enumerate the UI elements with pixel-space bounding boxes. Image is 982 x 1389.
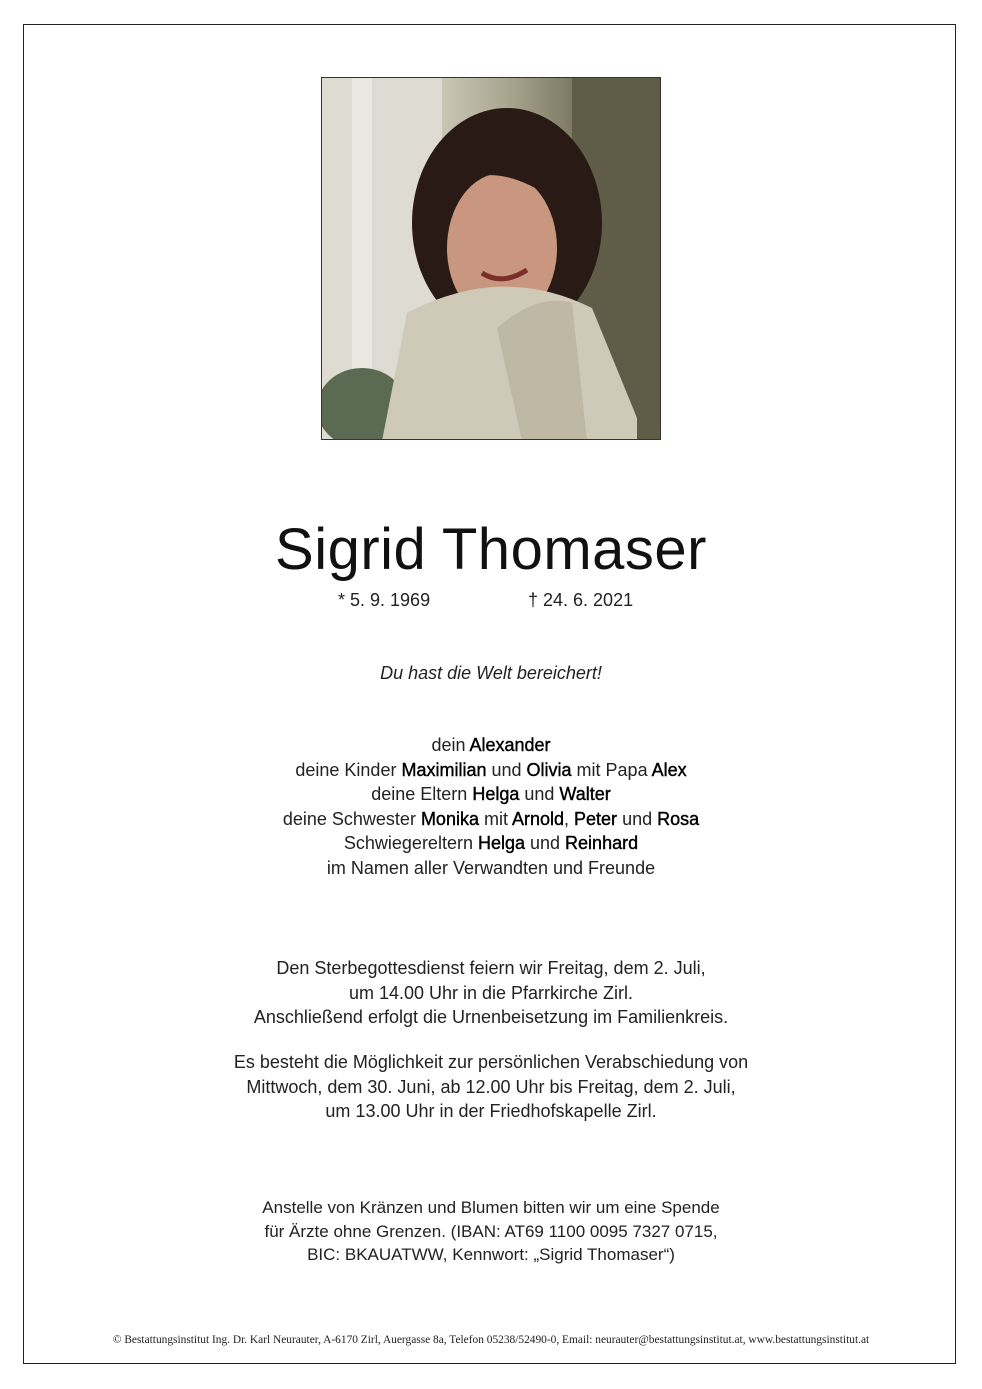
mourner-line: deine Eltern Helga und Walter (371, 784, 611, 804)
mourner-name: Arnold (511, 808, 565, 829)
mourner-line: im Namen aller Verwandten und Freunde (326, 857, 656, 878)
donation-line: Anstelle von Kränzen und Blumen bitten wir um eine Spende (262, 1198, 720, 1217)
donation-line: für Ärzte ohne Grenzen. (IBAN: AT69 1100 0095 7327 0715, (264, 1221, 718, 1241)
mourner-name: Helga (472, 784, 520, 804)
mourner-name: Walter (559, 784, 611, 804)
mourner-name: Olivia (526, 759, 572, 780)
mourner-line: dein Alexander (431, 735, 551, 755)
death-date: † 24. 6. 2021 (528, 590, 634, 610)
mourner-name: Alex (651, 759, 687, 780)
farewell-info (0, 1050, 982, 1124)
mourner-name: Helga (477, 833, 525, 853)
service-line: um 14.00 Uhr in die Pfarrkirche Zirl. (348, 982, 634, 1003)
portrait-photo (321, 77, 661, 440)
deceased-name: Sigrid Thomaser (275, 517, 707, 582)
mourner-name: Alexander (469, 735, 551, 755)
service-line: Anschließend erfolgt die Urnenbeisetzung im Familienkreis. (253, 1007, 729, 1027)
mourner-name: Reinhard (565, 833, 639, 853)
farewell-line: Mittwoch, dem 30. Juni, ab 12.00 Uhr bis Freitag, dem 2. Juli, (246, 1076, 736, 1097)
donation-info (0, 1196, 982, 1267)
farewell-line: Es besteht die Möglichkeit zur persönlichen Verabschiedung von (233, 1052, 749, 1072)
quote: Du hast die Welt bereichert! (380, 663, 602, 683)
mourner-line: deine Schwester Monika mit Arnold, Peter und Rosa (282, 808, 700, 829)
birth-date: * 5. 9. 1969 (338, 590, 431, 610)
mourner-name: Peter (574, 808, 618, 829)
mourner-line: Schwiegereltern Helga und Reinhard (343, 833, 639, 853)
service-line: Den Sterbegottesdienst feiern wir Freitag, dem 2. Juli, (276, 958, 706, 978)
mourner-name: Monika (420, 808, 479, 829)
farewell-line: um 13.00 Uhr in der Friedhofskapelle Zirl. (325, 1101, 657, 1121)
donation-line: BIC: BKAUATWW, Kennwort: „Sigrid Thomaser“) (307, 1245, 675, 1264)
mourner-name: Maximilian (401, 759, 487, 780)
service-info (0, 956, 982, 1030)
mourners-list (0, 733, 982, 880)
mourner-name: Rosa (657, 808, 700, 829)
mourner-line: deine Kinder Maximilian und Olivia mit Papa Alex (295, 759, 687, 780)
footer-imprint: © Bestattungsinstitut Ing. Dr. Karl Neurauter, A-6170 Zirl, Auergasse 8a, Telefon 05238/52490-0, Email: neurauter@bestattungsinstitut.at, www.bestattungsinstitut.at (112, 1334, 870, 1346)
